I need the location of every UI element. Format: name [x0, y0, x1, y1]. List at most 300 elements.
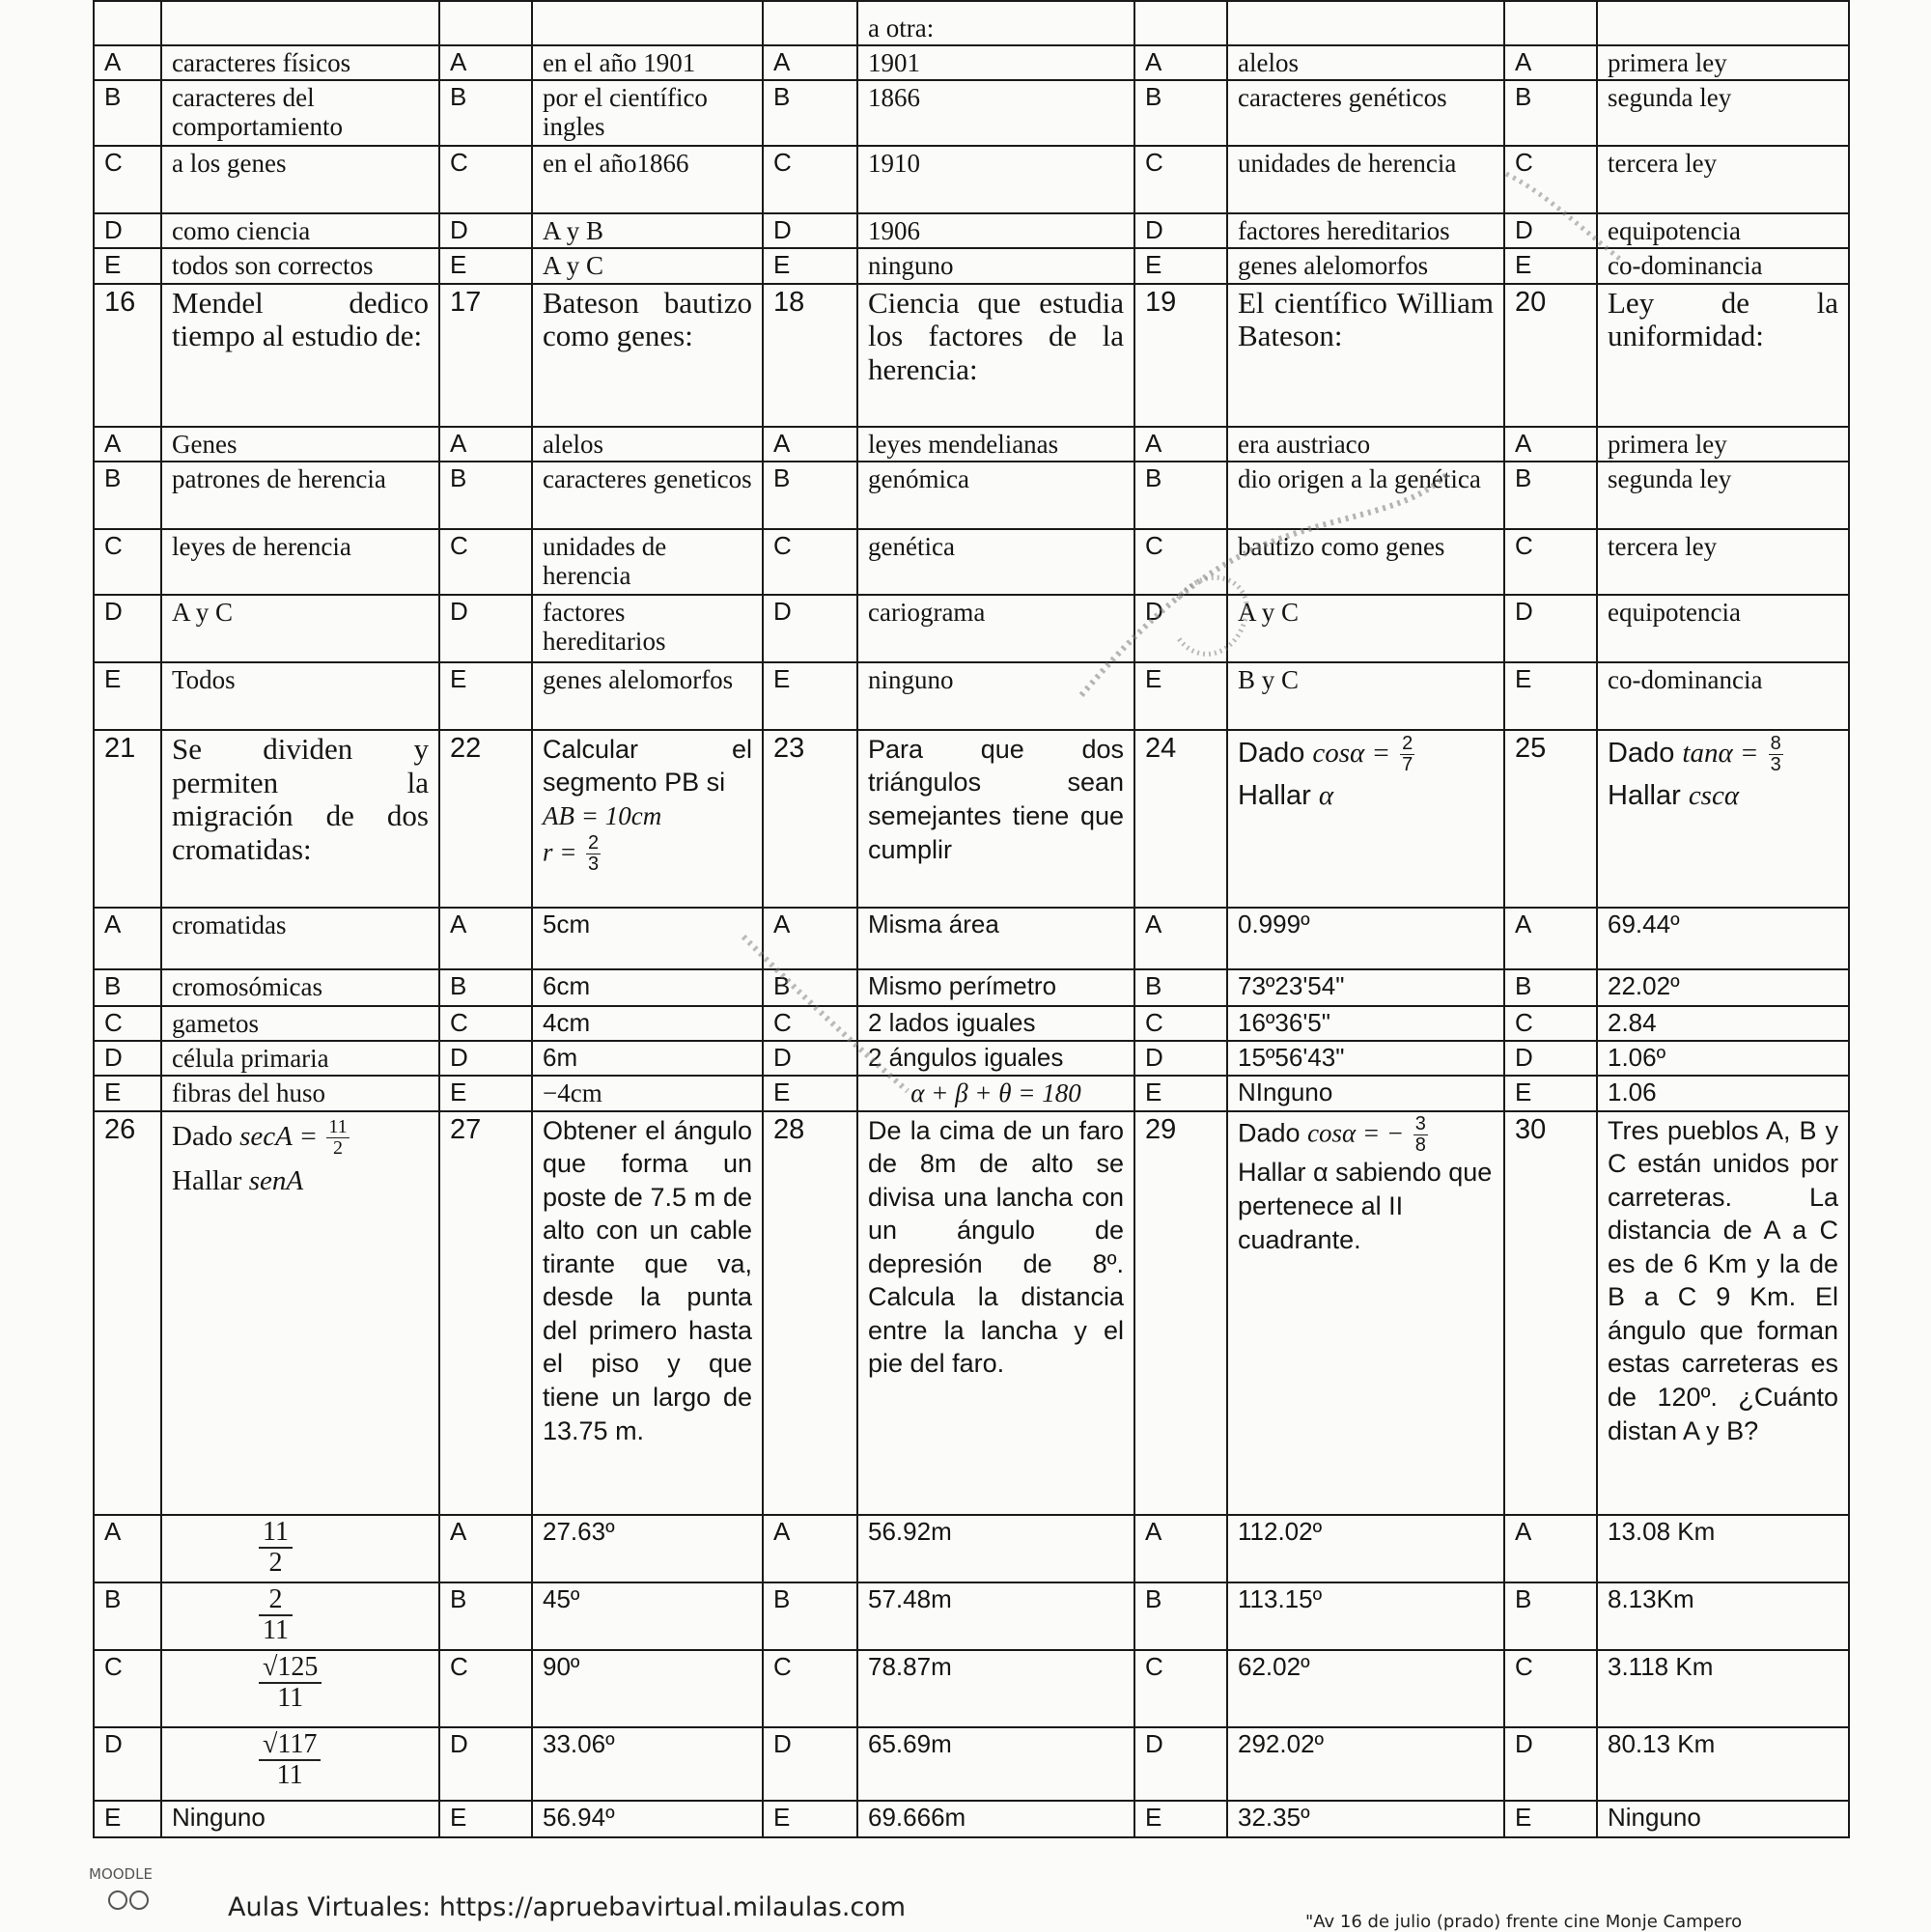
q17-option-b: caracteres geneticos: [532, 462, 763, 529]
q29-option-a: 112.02º: [1227, 1515, 1504, 1582]
q24-option-a: 0.999º: [1227, 908, 1504, 969]
q14-option-d: factores hereditarios: [1227, 213, 1504, 248]
q19-option-c: bautizo como genes: [1227, 529, 1504, 595]
q16-option-c: leyes de herencia: [161, 529, 439, 595]
option-letter: D: [439, 1041, 532, 1076]
q14-option-a: alelos: [1227, 45, 1504, 80]
q20-option-e: co-dominancia: [1597, 662, 1849, 730]
q25-option-c: 2.84: [1597, 1006, 1849, 1041]
q21-option-d: célula primaria: [161, 1041, 439, 1076]
question-number-21: 21: [94, 730, 161, 908]
q28-option-e: 69.666m: [857, 1801, 1134, 1837]
option-letter: A: [1134, 45, 1227, 80]
option-letter: C: [439, 146, 532, 213]
question-row-21-25: [94, 730, 1849, 908]
option-letter: C: [763, 1650, 857, 1727]
question-26-find: Hallar: [172, 1165, 242, 1197]
q16-option-b: patrones de herencia: [161, 462, 439, 529]
option-letter: E: [1504, 1076, 1597, 1110]
question-row-16-20: [94, 284, 1849, 427]
q13-option-e: ninguno: [857, 248, 1134, 283]
option-letter: E: [763, 1801, 857, 1837]
option-letter: E: [94, 662, 161, 730]
option-letter: B: [1134, 462, 1227, 529]
option-row-b: [94, 969, 1849, 1006]
footer-url[interactable]: Aulas Virtuales: https://apruebavirtual.milaulas.com: [228, 1892, 907, 1922]
option-letter: A: [439, 1515, 532, 1582]
option-letter: B: [763, 1582, 857, 1650]
q27-option-c: 90º: [532, 1650, 763, 1727]
q23-option-a: Misma área: [857, 908, 1134, 969]
question-24-function: cosα =: [1312, 737, 1391, 769]
option-letter: B: [439, 1582, 532, 1650]
q23-option-e: α + β + θ = 180: [857, 1076, 1134, 1110]
q30-option-c: 3.118 Km: [1597, 1650, 1849, 1727]
question-number-23: 23: [763, 730, 857, 908]
question-number-26: 26: [94, 1111, 161, 1515]
option-letter: E: [1134, 662, 1227, 730]
option-letter: D: [763, 213, 857, 248]
option-letter: A: [1504, 427, 1597, 462]
fraction-numerator: 8: [1770, 732, 1781, 754]
question-number-20: 20: [1504, 284, 1597, 427]
option-letter: D: [439, 213, 532, 248]
option-row-c: [94, 529, 1849, 595]
q21-option-e: fibras del huso: [161, 1076, 439, 1110]
question-25-function: tanα =: [1682, 737, 1759, 769]
fraction-denominator: 2: [333, 1137, 343, 1160]
question-number-28: 28: [763, 1111, 857, 1515]
exam-table: [93, 0, 1850, 1838]
option-letter: D: [94, 595, 161, 662]
q17-option-a: alelos: [532, 427, 763, 462]
option-letter: D: [94, 213, 161, 248]
q14-option-c: unidades de herencia: [1227, 146, 1504, 213]
option-row-a: [94, 908, 1849, 969]
question-25-given: Dado: [1608, 737, 1675, 769]
question-16: Mendel dedico tiempo al estudio de:: [161, 284, 439, 427]
option-letter: C: [439, 1650, 532, 1727]
option-row-d: [94, 213, 1849, 248]
option-row-d: [94, 1041, 1849, 1076]
q22-option-c: 4cm: [532, 1006, 763, 1041]
option-letter: C: [94, 529, 161, 595]
option-letter: C: [1504, 1006, 1597, 1041]
question-19: El científico William Bateson:: [1227, 284, 1504, 427]
fraction-numerator: 2: [588, 831, 600, 854]
q29-option-b: 113.15º: [1227, 1582, 1504, 1650]
fraction-numerator: √117: [259, 1730, 321, 1762]
option-letter: D: [763, 1041, 857, 1076]
option-letter: E: [439, 248, 532, 283]
option-letter: A: [1134, 1515, 1227, 1582]
q25-option-a: 69.44º: [1597, 908, 1849, 969]
option-letter: A: [1504, 908, 1597, 969]
question-26-function: secA =: [239, 1120, 319, 1152]
option-letter: E: [1134, 1801, 1227, 1837]
fraction-numerator: 3: [1414, 1112, 1426, 1134]
q12-option-a: en el año 1901: [532, 45, 763, 80]
question-24: [1227, 730, 1504, 908]
option-row-a: [94, 45, 1849, 80]
q16-option-e: Todos: [161, 662, 439, 730]
option-letter: B: [1134, 969, 1227, 1006]
q18-option-e: ninguno: [857, 662, 1134, 730]
fraction-numerator: 2: [259, 1585, 293, 1617]
q17-option-e: genes alelomorfos: [532, 662, 763, 730]
q30-option-d: 80.13 Km: [1597, 1727, 1849, 1801]
option-letter: A: [439, 427, 532, 462]
fraction-denominator: 11: [263, 1615, 289, 1646]
q22-option-e: −4cm: [532, 1076, 763, 1110]
option-letter: E: [94, 1801, 161, 1837]
moodle-logo: [89, 1862, 205, 1919]
question-number-27: 27: [439, 1111, 532, 1515]
option-row-a: [94, 1515, 1849, 1582]
option-letter: C: [94, 1006, 161, 1041]
fraction: [259, 1585, 293, 1647]
q26-option-d: [161, 1727, 439, 1801]
q27-option-e: 56.94º: [532, 1801, 763, 1837]
option-row-b: [94, 1582, 1849, 1650]
option-letter: D: [439, 595, 532, 662]
option-letter: A: [1504, 45, 1597, 80]
q24-option-c: 16º36'5": [1227, 1006, 1504, 1041]
q12-option-e: A y C: [532, 248, 763, 283]
option-letter: C: [763, 146, 857, 213]
q15-option-d: equipotencia: [1597, 213, 1849, 248]
question-26: [161, 1111, 439, 1515]
question-number-30: 30: [1504, 1111, 1597, 1515]
q13-option-d: 1906: [857, 213, 1134, 248]
option-letter: E: [439, 1801, 532, 1837]
q25-option-b: 22.02º: [1597, 969, 1849, 1006]
question-22-ab: AB = 10cm: [543, 801, 662, 831]
option-letter: B: [94, 1582, 161, 1650]
q22-option-a: 5cm: [532, 908, 763, 969]
q19-option-e: B y C: [1227, 662, 1504, 730]
question-number-29: 29: [1134, 1111, 1227, 1515]
option-letter: C: [1134, 1650, 1227, 1727]
option-letter: D: [763, 595, 857, 662]
option-letter: D: [1134, 1041, 1227, 1076]
option-letter: C: [1134, 146, 1227, 213]
option-letter: E: [1504, 248, 1597, 283]
fraction-denominator: 3: [588, 853, 600, 875]
q22-option-b: 6cm: [532, 969, 763, 1006]
option-letter: E: [1504, 662, 1597, 730]
q11-option-d: como ciencia: [161, 213, 439, 248]
q19-option-a: era austriaco: [1227, 427, 1504, 462]
fraction-numerator: 11: [259, 1518, 293, 1550]
option-letter: D: [1504, 1727, 1597, 1801]
header-row: [94, 1, 1849, 45]
moodle-logo-icon: [89, 1862, 205, 1919]
option-row-d: [94, 595, 1849, 662]
question-number-18: 18: [763, 284, 857, 427]
option-row-e: [94, 662, 1849, 730]
question-25-find: Hallar: [1608, 779, 1681, 811]
option-letter: B: [763, 80, 857, 146]
option-letter: B: [1504, 1582, 1597, 1650]
option-letter: B: [439, 80, 532, 146]
q30-option-b: 8.13Km: [1597, 1582, 1849, 1650]
option-letter: C: [763, 1006, 857, 1041]
question-number-17: 17: [439, 284, 532, 427]
q23-option-d: 2 ángulos iguales: [857, 1041, 1134, 1076]
question-number-19: 19: [1134, 284, 1227, 427]
q11-option-b: caracteres del comportamiento: [161, 80, 439, 146]
q13-option-c: 1910: [857, 146, 1134, 213]
q14-option-e: genes alelomorfos: [1227, 248, 1504, 283]
q11-option-e: todos son correctos: [161, 248, 439, 283]
footer-address: "Av 16 de julio (prado) frente cine Monje Campero: [1305, 1912, 1743, 1932]
q23-option-c: 2 lados iguales: [857, 1006, 1134, 1041]
option-letter: D: [1504, 213, 1597, 248]
option-letter: B: [94, 80, 161, 146]
option-letter: A: [763, 908, 857, 969]
q16-option-a: Genes: [161, 427, 439, 462]
q26-option-a: [161, 1515, 439, 1582]
option-letter: C: [1134, 1006, 1227, 1041]
option-letter: E: [439, 1076, 532, 1110]
q23-option-b: Mismo perímetro: [857, 969, 1134, 1006]
option-letter: E: [763, 662, 857, 730]
question-20: Ley de la uniformidad:: [1597, 284, 1849, 427]
option-row-c: [94, 146, 1849, 213]
q19-option-b: dio origen a la genética: [1227, 462, 1504, 529]
moodle-logo-text: MOODLE: [89, 1865, 153, 1883]
option-letter: C: [1504, 1650, 1597, 1727]
option-letter: C: [763, 529, 857, 595]
fraction: [1413, 1114, 1428, 1156]
q26-option-e: Ninguno: [161, 1801, 439, 1837]
option-row-a: [94, 427, 1849, 462]
option-letter: A: [1504, 1515, 1597, 1582]
option-letter: B: [94, 462, 161, 529]
option-letter: A: [94, 908, 161, 969]
ratio-fraction: [586, 833, 601, 875]
question-29: [1227, 1111, 1504, 1515]
q28-option-d: 65.69m: [857, 1727, 1134, 1801]
option-letter: C: [1504, 146, 1597, 213]
option-letter: D: [94, 1727, 161, 1801]
q28-option-b: 57.48m: [857, 1582, 1134, 1650]
fraction-numerator: 2: [1402, 732, 1413, 754]
option-letter: E: [1134, 1076, 1227, 1110]
question-29-function: cosα = −: [1307, 1118, 1405, 1148]
fraction-denominator: 11: [276, 1760, 303, 1791]
q15-option-a: primera ley: [1597, 45, 1849, 80]
question-number-25: 25: [1504, 730, 1597, 908]
option-row-c: [94, 1006, 1849, 1041]
option-letter: E: [763, 248, 857, 283]
fraction-denominator: 11: [277, 1683, 304, 1714]
q30-option-e: Ninguno: [1597, 1801, 1849, 1837]
option-letter: D: [1134, 595, 1227, 662]
q14-option-b: caracteres genéticos: [1227, 80, 1504, 146]
question-number-22: 22: [439, 730, 532, 908]
q29-option-e: 32.35º: [1227, 1801, 1504, 1837]
option-letter: D: [1504, 1041, 1597, 1076]
q15-option-b: segunda ley: [1597, 80, 1849, 146]
q29-option-c: 62.02º: [1227, 1650, 1504, 1727]
option-letter: B: [1134, 80, 1227, 146]
question-26-variable: senA: [248, 1165, 304, 1197]
q12-option-c: en el año1866: [532, 146, 763, 213]
q18-option-c: genética: [857, 529, 1134, 595]
q28-option-a: 56.92m: [857, 1515, 1134, 1582]
fraction-denominator: 2: [268, 1548, 283, 1579]
option-letter: C: [1504, 529, 1597, 595]
option-letter: C: [94, 146, 161, 213]
option-letter: E: [439, 662, 532, 730]
q25-option-e: 1.06: [1597, 1076, 1849, 1110]
q18-option-d: cariograma: [857, 595, 1134, 662]
option-letter: D: [1504, 595, 1597, 662]
question-23: Para que dos triángulos sean semejantes tiene que cumplir: [857, 730, 1134, 908]
q27-option-b: 45º: [532, 1582, 763, 1650]
option-row-e: [94, 1076, 1849, 1110]
q18-option-b: genómica: [857, 462, 1134, 529]
fraction-denominator: 8: [1414, 1134, 1426, 1156]
question-22-r-label: r =: [543, 837, 577, 867]
q26-option-c: [161, 1650, 439, 1727]
option-letter: A: [763, 427, 857, 462]
fraction: [259, 1653, 322, 1715]
question-24-given: Dado: [1238, 737, 1305, 769]
option-row-e: [94, 248, 1849, 283]
q17-option-c: unidades de herencia: [532, 529, 763, 595]
question-29-rest: Hallar α sabiendo que pertenece al II cuadrante.: [1238, 1157, 1493, 1254]
q12-option-d: A y B: [532, 213, 763, 248]
q24-option-d: 15º56'43": [1227, 1041, 1504, 1076]
question-24-find: Hallar: [1238, 779, 1311, 811]
option-row-c: [94, 1650, 1849, 1727]
q16-option-d: A y C: [161, 595, 439, 662]
fraction: [1769, 734, 1783, 775]
q11-option-c: a los genes: [161, 146, 439, 213]
question-25-variable: cscα: [1688, 779, 1740, 811]
question-17: Bateson bautizo como genes:: [532, 284, 763, 427]
q12-option-b: por el científico ingles: [532, 80, 763, 146]
question-26-given: Dado: [172, 1120, 233, 1152]
option-letter: A: [94, 1515, 161, 1582]
q28-option-c: 78.87m: [857, 1650, 1134, 1727]
option-letter: E: [94, 1076, 161, 1110]
q20-option-a: primera ley: [1597, 427, 1849, 462]
q24-option-b: 73º23'54": [1227, 969, 1504, 1006]
q15-option-c: tercera ley: [1597, 146, 1849, 213]
option-letter: B: [1504, 969, 1597, 1006]
q26-option-b: [161, 1582, 439, 1650]
option-letter: A: [763, 1515, 857, 1582]
fraction: [1400, 734, 1414, 775]
question-number-16: 16: [94, 284, 161, 427]
option-letter: D: [1134, 213, 1227, 248]
option-letter: D: [1134, 1727, 1227, 1801]
option-letter: C: [439, 1006, 532, 1041]
q18-option-a: leyes mendelianas: [857, 427, 1134, 462]
option-letter: E: [763, 1076, 857, 1110]
fraction-denominator: 7: [1402, 753, 1413, 775]
question-row-26-30: [94, 1111, 1849, 1515]
option-row-d: [94, 1727, 1849, 1801]
q21-option-b: cromosómicas: [161, 969, 439, 1006]
option-letter: B: [1504, 462, 1597, 529]
option-letter: A: [1134, 908, 1227, 969]
option-letter: C: [1134, 529, 1227, 595]
q27-option-d: 33.06º: [532, 1727, 763, 1801]
q13-option-b: 1866: [857, 80, 1134, 146]
q13-option-a: 1901: [857, 45, 1134, 80]
question-number-24: 24: [1134, 730, 1227, 908]
option-letter: B: [1504, 80, 1597, 146]
q21-option-a: cromatidas: [161, 908, 439, 969]
q29-option-d: 292.02º: [1227, 1727, 1504, 1801]
option-letter: B: [439, 969, 532, 1006]
q30-option-a: 13.08 Km: [1597, 1515, 1849, 1582]
option-letter: D: [763, 1727, 857, 1801]
fraction: [259, 1518, 293, 1580]
question-25: [1597, 730, 1849, 908]
option-letter: A: [439, 45, 532, 80]
q11-option-a: caracteres físicos: [161, 45, 439, 80]
option-letter: E: [1134, 248, 1227, 283]
question-29-given: Dado: [1238, 1118, 1301, 1148]
option-letter: A: [763, 45, 857, 80]
option-letter: D: [94, 1041, 161, 1076]
fraction-numerator: 11: [328, 1116, 348, 1138]
option-letter: C: [439, 529, 532, 595]
q27-option-a: 27.63º: [532, 1515, 763, 1582]
q15-option-e: co-dominancia: [1597, 248, 1849, 283]
option-letter: E: [1504, 1801, 1597, 1837]
q20-option-c: tercera ley: [1597, 529, 1849, 595]
option-letter: B: [439, 462, 532, 529]
q20-option-d: equipotencia: [1597, 595, 1849, 662]
option-letter: B: [763, 462, 857, 529]
fraction: [326, 1117, 349, 1159]
q19-option-d: A y C: [1227, 595, 1504, 662]
q13-question-fragment: a otra:: [857, 1, 1134, 45]
option-row-b: [94, 462, 1849, 529]
option-letter: E: [94, 248, 161, 283]
question-28: De la cima de un faro de 8m de alto se divisa una lancha con un ángulo de depresión de 8º. Calcula la distancia entre la lancha y el pie del faro.: [857, 1111, 1134, 1515]
question-18: Ciencia que estudia los factores de la herencia:: [857, 284, 1134, 427]
option-letter: C: [94, 1650, 161, 1727]
option-letter: B: [94, 969, 161, 1006]
fraction-numerator: √125: [259, 1653, 322, 1685]
option-letter: A: [94, 45, 161, 80]
q17-option-d: factores hereditarios: [532, 595, 763, 662]
question-24-variable: α: [1318, 779, 1334, 811]
question-22-text: Calcular el segmento PB si: [543, 734, 752, 798]
question-22: [532, 730, 763, 908]
option-letter: A: [94, 427, 161, 462]
q24-option-e: NInguno: [1227, 1076, 1504, 1110]
question-30: Tres pueblos A, B y C están unidos por carreteras. La distancia de A a C es de 6 Km y la de B a C 9 Km. El ángulo que forman estas carreteras es de 120º. ¿Cuánto distan A y B?: [1597, 1111, 1849, 1515]
q22-option-d: 6m: [532, 1041, 763, 1076]
question-21: Se dividen y permiten la migración de dos cromatidas:: [161, 730, 439, 908]
option-letter: D: [439, 1727, 532, 1801]
question-27: Obtener el ángulo que forma un poste de 7.5 m de alto con un cable tirante que va, desde la punta del primero hasta el piso y que tiene un largo de 13.75 m.: [532, 1111, 763, 1515]
fraction: [259, 1730, 321, 1792]
option-row-e: [94, 1801, 1849, 1837]
option-letter: A: [439, 908, 532, 969]
option-letter: A: [1134, 427, 1227, 462]
q21-option-c: gametos: [161, 1006, 439, 1041]
